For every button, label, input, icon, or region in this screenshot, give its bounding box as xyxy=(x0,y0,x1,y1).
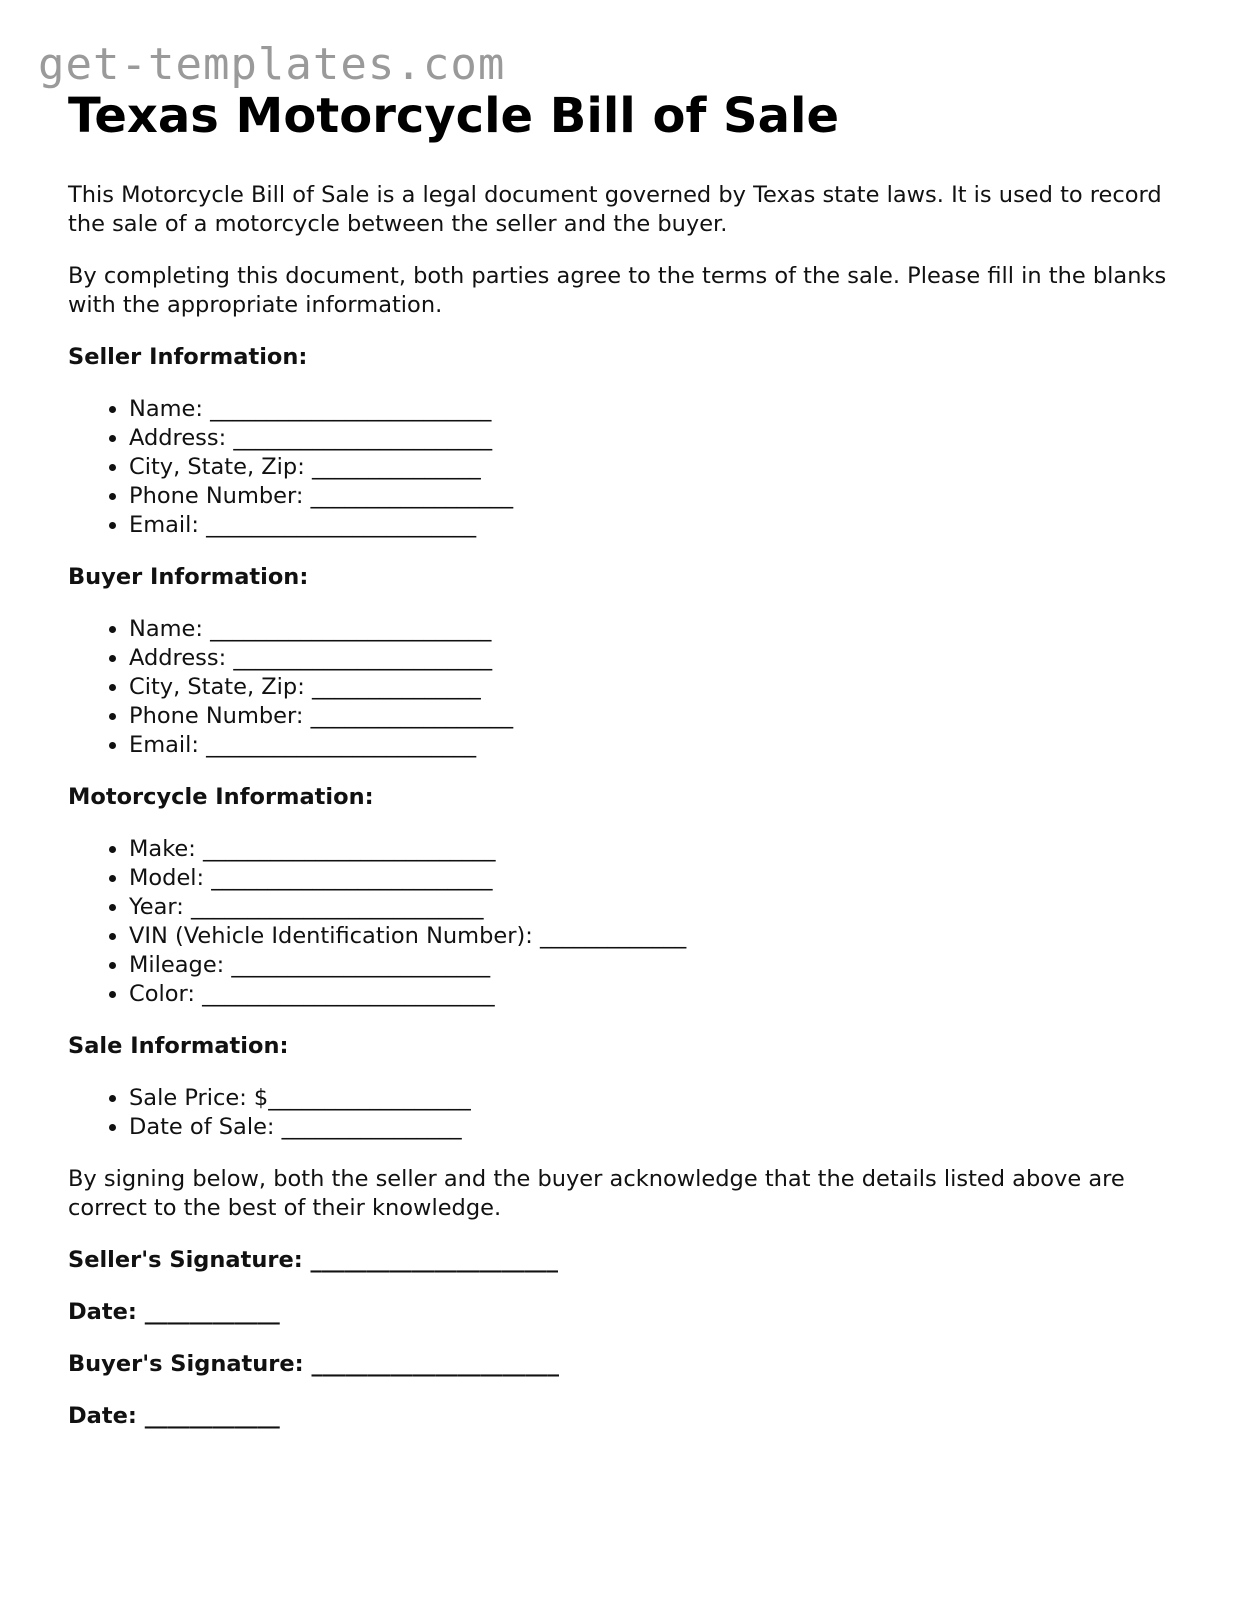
sale-section-heading: Sale Information: xyxy=(68,1033,289,1059)
motorcycle-make-field: • Make: __________________________ xyxy=(129,835,1188,864)
seller-date-line: Date: ____________ xyxy=(68,1299,280,1325)
motorcycle-section-heading: Motorcycle Information: xyxy=(68,784,374,810)
seller-address-field: • Address: _______________________ xyxy=(129,424,1188,453)
buyer-section-heading: Buyer Information: xyxy=(68,564,309,590)
buyer-fields-list xyxy=(68,615,1188,760)
buyer-phone-field: • Phone Number: __________________ xyxy=(129,702,1188,731)
seller-city-state-zip-field: • City, State, Zip: _______________ xyxy=(129,453,1188,482)
seller-section-heading: Seller Information: xyxy=(68,344,308,370)
motorcycle-fields-list xyxy=(68,835,1188,1009)
motorcycle-mileage-field: • Mileage: _______________________ xyxy=(129,951,1188,980)
motorcycle-color-field: • Color: __________________________ xyxy=(129,980,1188,1009)
seller-signature-line: Seller's Signature: ______________________ xyxy=(68,1247,559,1273)
buyer-address-field: • Address: _______________________ xyxy=(129,644,1188,673)
document-title: Texas Motorcycle Bill of Sale xyxy=(68,88,839,144)
seller-name-field: • Name: _________________________ xyxy=(129,395,1188,424)
seller-phone-field: • Phone Number: __________________ xyxy=(129,482,1188,511)
motorcycle-model-field: • Model: _________________________ xyxy=(129,864,1188,893)
sale-date-field: • Date of Sale: ________________ xyxy=(129,1113,1188,1142)
intro-paragraph: This Motorcycle Bill of Sale is a legal document governed by Texas state laws. It is used to record the sale of a motorcycle between the seller and the buyer. xyxy=(68,182,1162,237)
buyer-email-field: • Email: ________________________ xyxy=(129,731,1188,760)
seller-email-field: • Email: ________________________ xyxy=(129,511,1188,540)
buyer-signature-line: Buyer's Signature: ______________________ xyxy=(68,1351,559,1377)
watermark: get-templates.com xyxy=(38,39,506,90)
acknowledgement-paragraph: By signing below, both the seller and the buyer acknowledge that the details listed above are correct to the best of their knowledge. xyxy=(68,1166,1125,1221)
buyer-name-field: • Name: _________________________ xyxy=(129,615,1188,644)
sale-price-field: • Sale Price: $__________________ xyxy=(129,1084,1188,1113)
seller-fields-list xyxy=(68,395,1188,540)
document-page xyxy=(68,88,1188,1431)
instructions-paragraph: By completing this document, both parties agree to the terms of the sale. Please fill in the blanks with the appropriate information. xyxy=(68,263,1167,318)
buyer-city-state-zip-field: • City, State, Zip: _______________ xyxy=(129,673,1188,702)
motorcycle-vin-field: • VIN (Vehicle Identification Number): _____________ xyxy=(129,922,1188,951)
buyer-date-line: Date: ____________ xyxy=(68,1403,280,1429)
sale-fields-list xyxy=(68,1084,1188,1142)
motorcycle-year-field: • Year: __________________________ xyxy=(129,893,1188,922)
